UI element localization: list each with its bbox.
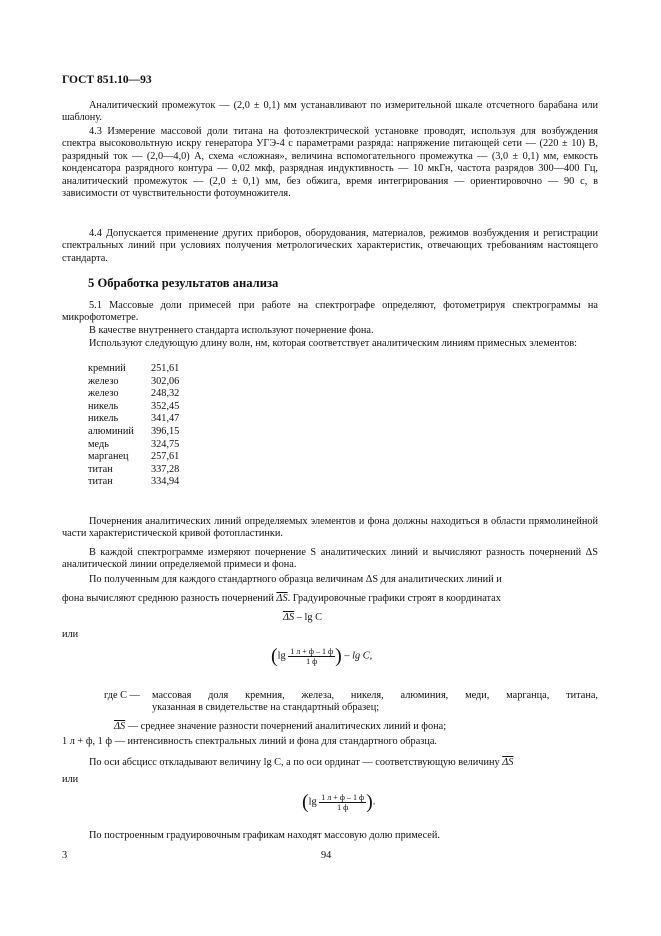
formula-2: (lg $\frac{1 л + ф - 1 ф}{1 ф}$ ) – lg C, [271, 645, 373, 667]
paragraph-measurement: В каждой спектрограмме измеряют почернение S аналитических линий и вычисляют разность почернений ΔS аналитической линии определяемой примеси и фона. [62, 547, 598, 571]
list-item: алюминий 396,15 [88, 425, 180, 437]
paragraph-final: По построенным градуировочным графикам находят массовую долю примесей. [89, 830, 440, 841]
or-text-2: или [62, 774, 79, 785]
paragraph-blackening: Почернения аналитических линий определяемых элементов и фона должны находиться в области прямолинейной части характеристической кривой фотопластинки. [62, 516, 598, 540]
where-definition-c: массовая доля кремния, железа, никеля, алюминия, меди, марганца, титана, [152, 690, 598, 701]
paragraph-5-1: 5.1 Массовые доли примесей при работе на спектрографе определяют, фотометрируя спектрограммы на микрофотометре. [62, 300, 598, 324]
footer-page-left: 3 [62, 850, 68, 861]
paragraph-4-3: 4.3 Измерение массовой доли титана на фотоэлектрической установке проводят, используя для возбуждения спектра высоковольтную искру генератора УГЭ-4 с параметрами разряда: напряжение питающей сети — (220 ± 10) В, разрядный ток — (2,0—4,0) А, схема «сложная», величина вспомогательного промежутка — (3,0 ± 0,1) мм, емкость конденсатора разрядного контура — 0,02 мкф, разрядная индуктивность — 10 мкГн, частота разрядов 300—400 Гц, аналитический промежуток — (2,0 ± 0,1) мм, без обжига, время интегрирования — ориентировочно — 90 с, в зависимости от чувствительности фотоумножителя. [62, 126, 598, 200]
paragraph-axes: По оси абсцисс откладывают величину lg C, а по оси ординат — соответствующую величину $\overline{\Delta S}$ [89, 757, 514, 768]
formula-3: (lg $\frac{1 л + ф - 1 ф}{1 ф}$ ). [302, 791, 376, 813]
delta-s-mean: $\overline{\Delta S}$ [276, 593, 288, 604]
list-item: никель 341,47 [88, 413, 180, 425]
where-label: где C — [104, 690, 140, 701]
paragraph-calc-line1: По полученным для каждого стандартного образца величинам ΔS для аналитических линий и [89, 574, 502, 585]
list-item: никель 352,45 [88, 400, 180, 412]
document-header: ГОСТ 851.10—93 [62, 74, 152, 86]
paragraph-internal-standard: В качестве внутреннего стандарта используют почернение фона. [89, 325, 374, 336]
formula-1: $\overline{\Delta S}$ – lg C [283, 612, 322, 623]
list-item: железо 248,32 [88, 388, 180, 400]
paragraph-4-2-continued: Аналитический промежуток — (2,0 ± 0,1) мм устанавливают по измерительной шкале отсчетного барабана или шаблону. [62, 100, 598, 124]
section-5-title: 5 Обработка результатов анализа [88, 276, 279, 290]
footer-page-number: 94 [321, 850, 332, 861]
where-definition-ds: $\overline{\Delta S}$ — среднее значение разности почернений аналитических линий и фона; [114, 721, 447, 732]
list-item: медь 324,75 [88, 438, 180, 450]
list-item: титан 334,94 [88, 476, 180, 488]
list-item: марганец 257,61 [88, 451, 180, 463]
element-list [88, 363, 179, 489]
list-item: титан 337,28 [88, 463, 180, 475]
paragraph-wavelengths: Используют следующую длину волн, нм, которая соответствует аналитическим линиям примесных элементов: [89, 338, 578, 349]
or-text-1: или [62, 629, 79, 640]
where-definition-c-cont: указанная в свидетельстве на стандартный образец; [152, 702, 380, 713]
paragraph-calc-line2: фона вычисляют среднюю разность почернений $\overline{\Delta S}$. Градуировочные графики строят в координатах [62, 593, 501, 604]
list-item: железо 302,06 [88, 375, 180, 387]
where-definition-intensity: 1 л + ф, 1 ф — интенсивность спектральных линий и фона для стандартного образца. [62, 736, 437, 747]
list-item: кремний 251,61 [88, 363, 180, 374]
paragraph-4-4: 4.4 Допускается применение других приборов, оборудования, материалов, режимов возбуждения и регистрации спектральных линий при условиях получения метрологических характеристик, отвечающих требованиям настоящего стандарта. [62, 228, 598, 264]
